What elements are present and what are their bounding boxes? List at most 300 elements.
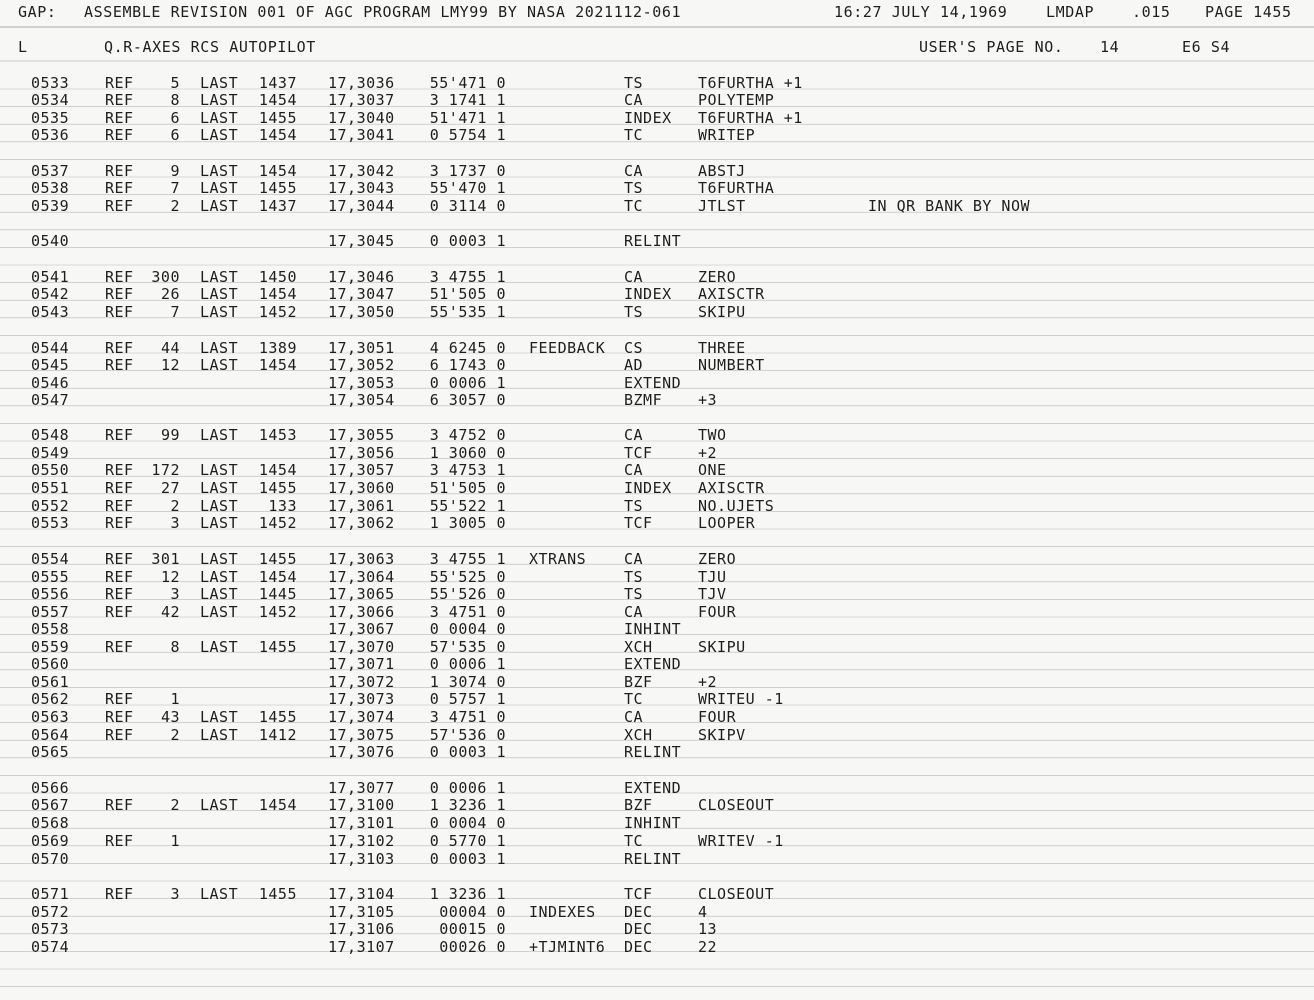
octal-word: 0 0006 1 (429, 374, 506, 392)
ref-keyword: REF (105, 356, 134, 374)
operand: THREE (698, 339, 746, 357)
ref-count: 12 (160, 568, 180, 586)
line-number: 0544 (31, 339, 70, 357)
octal-word: 55'525 0 (429, 568, 506, 586)
listing-row (0, 232, 1314, 250)
memory-address: 17,3073 (328, 690, 395, 708)
last-page: 1454 (258, 285, 297, 303)
symbol-label: +TJMINT6 (529, 938, 606, 956)
memory-address: 17,3066 (328, 603, 395, 621)
opcode: INDEX (624, 479, 672, 497)
listing-row (0, 585, 1314, 603)
memory-address: 17,3065 (328, 585, 395, 603)
memory-address: 17,3102 (328, 832, 395, 850)
opcode: CA (624, 268, 644, 286)
line-number: 0573 (31, 920, 70, 938)
octal-word: 3 4755 1 (429, 268, 506, 286)
last-page: 1454 (258, 461, 297, 479)
opcode: CA (624, 91, 644, 109)
memory-address: 17,3072 (328, 673, 395, 691)
octal-word: 3 4751 0 (429, 708, 506, 726)
operand: TJV (698, 585, 727, 603)
operand: WRITEV -1 (698, 832, 784, 850)
line-number: 0538 (31, 179, 70, 197)
octal-word: 55'526 0 (429, 585, 506, 603)
listing-row (0, 285, 1314, 303)
line-number: 0567 (31, 796, 70, 814)
opcode: EXTEND (624, 655, 682, 673)
memory-address: 17,3051 (328, 339, 395, 357)
memory-address: 17,3036 (328, 74, 395, 92)
octal-word: 3 4752 0 (429, 426, 506, 444)
operand: WRITEP (698, 126, 756, 144)
ref-keyword: REF (105, 726, 134, 744)
ref-keyword: REF (105, 603, 134, 621)
last-keyword: LAST (200, 514, 239, 532)
listing-row (0, 74, 1314, 92)
octal-word: 0 3114 0 (429, 197, 506, 215)
opcode: BZF (624, 796, 653, 814)
memory-address: 17,3062 (328, 514, 395, 532)
opcode: TS (624, 568, 644, 586)
line-number: 0558 (31, 620, 70, 638)
ref-keyword: REF (105, 497, 134, 515)
listing-row (0, 179, 1314, 197)
listing-row (0, 832, 1314, 850)
last-page: 1389 (258, 339, 297, 357)
ref-count: 1 (170, 690, 180, 708)
last-page: 1455 (258, 179, 297, 197)
ref-keyword: REF (105, 638, 134, 656)
listing-row (0, 126, 1314, 144)
memory-address: 17,3060 (328, 479, 395, 497)
last-page: 1454 (258, 568, 297, 586)
octal-word: 51'505 0 (429, 285, 506, 303)
operand: ZERO (698, 550, 737, 568)
opcode: CS (624, 339, 644, 357)
operand: +2 (698, 673, 718, 691)
last-page: 1445 (258, 585, 297, 603)
opcode: TS (624, 74, 644, 92)
opcode: TS (624, 303, 644, 321)
opcode: EXTEND (624, 779, 682, 797)
ref-count: 1 (170, 832, 180, 850)
ref-keyword: REF (105, 461, 134, 479)
ref-count: 9 (170, 162, 180, 180)
ref-keyword: REF (105, 796, 134, 814)
line-number: 0563 (31, 708, 70, 726)
opcode: TC (624, 832, 644, 850)
last-page: 1452 (258, 603, 297, 621)
octal-word: 1 3005 0 (429, 514, 506, 532)
opcode: DEC (624, 903, 653, 921)
ref-keyword: REF (105, 339, 134, 357)
line-number: 0566 (31, 779, 70, 797)
listing-row (0, 514, 1314, 532)
line-number: 0560 (31, 655, 70, 673)
operand: NO.UJETS (698, 497, 775, 515)
last-page: 1455 (258, 109, 297, 127)
ref-count: 300 (151, 268, 180, 286)
line-number: 0555 (31, 568, 70, 586)
ref-count: 6 (170, 126, 180, 144)
operand: CLOSEOUT (698, 885, 775, 903)
opcode: TS (624, 179, 644, 197)
memory-address: 17,3063 (328, 550, 395, 568)
ref-count: 43 (160, 708, 180, 726)
listing-row (0, 550, 1314, 568)
line-number: 0554 (31, 550, 70, 568)
ref-count: 3 (170, 885, 180, 903)
symbol-label: INDEXES (529, 903, 596, 921)
ref-keyword: REF (105, 162, 134, 180)
octal-word: 0 0003 1 (429, 850, 506, 868)
header-code: .015 (1132, 3, 1171, 21)
operand: JTLST (698, 197, 746, 215)
listing-row (0, 920, 1314, 938)
ref-count: 26 (160, 285, 180, 303)
opcode: XCH (624, 726, 653, 744)
line-number: 0540 (31, 232, 70, 250)
operand: SKIPU (698, 638, 746, 656)
opcode: TCF (624, 514, 653, 532)
octal-word: 3 4751 0 (429, 603, 506, 621)
line-number: 0535 (31, 109, 70, 127)
opcode: CA (624, 603, 644, 621)
memory-address: 17,3050 (328, 303, 395, 321)
listing-row (0, 479, 1314, 497)
operand: 22 (698, 938, 718, 956)
listing-row (0, 779, 1314, 797)
last-keyword: LAST (200, 285, 239, 303)
octal-word: 1 3236 1 (429, 796, 506, 814)
octal-word: 00026 0 (439, 938, 506, 956)
opcode: INHINT (624, 620, 682, 638)
listing-row (0, 444, 1314, 462)
memory-address: 17,3100 (328, 796, 395, 814)
operand: ONE (698, 461, 727, 479)
last-keyword: LAST (200, 268, 239, 286)
line-number: 0545 (31, 356, 70, 374)
memory-address: 17,3047 (328, 285, 395, 303)
opcode: INDEX (624, 109, 672, 127)
last-keyword: LAST (200, 638, 239, 656)
opcode: TS (624, 585, 644, 603)
last-page: 1455 (258, 550, 297, 568)
last-page: 1453 (258, 426, 297, 444)
listing-row (0, 673, 1314, 691)
listing-row (0, 197, 1314, 215)
ref-keyword: REF (105, 91, 134, 109)
octal-word: 0 0004 0 (429, 620, 506, 638)
ref-keyword: REF (105, 126, 134, 144)
octal-word: 3 4753 1 (429, 461, 506, 479)
octal-word: 00004 0 (439, 903, 506, 921)
line-number: 0550 (31, 461, 70, 479)
last-keyword: LAST (200, 568, 239, 586)
memory-address: 17,3055 (328, 426, 395, 444)
listing-row (0, 303, 1314, 321)
octal-word: 0 0006 1 (429, 779, 506, 797)
listing-row (0, 374, 1314, 392)
octal-word: 3 4755 1 (429, 550, 506, 568)
listing-row (0, 461, 1314, 479)
opcode: CA (624, 461, 644, 479)
line-number: 0556 (31, 585, 70, 603)
octal-word: 55'535 1 (429, 303, 506, 321)
memory-address: 17,3067 (328, 620, 395, 638)
last-keyword: LAST (200, 426, 239, 444)
line-number: 0570 (31, 850, 70, 868)
ref-count: 6 (170, 109, 180, 127)
last-keyword: LAST (200, 708, 239, 726)
listing-row (0, 814, 1314, 832)
octal-word: 55'470 1 (429, 179, 506, 197)
listing-row (0, 690, 1314, 708)
last-page: 1455 (258, 708, 297, 726)
octal-word: 55'522 1 (429, 497, 506, 515)
listing-row (0, 655, 1314, 673)
listing-row (0, 708, 1314, 726)
line-number: 0534 (31, 91, 70, 109)
ref-count: 301 (151, 550, 180, 568)
opcode: TCF (624, 885, 653, 903)
ref-keyword: REF (105, 885, 134, 903)
listing-row (0, 426, 1314, 444)
opcode: BZF (624, 673, 653, 691)
memory-address: 17,3040 (328, 109, 395, 127)
opcode: TC (624, 126, 644, 144)
operand: SKIPV (698, 726, 746, 744)
ref-count: 2 (170, 197, 180, 215)
last-page: 1455 (258, 885, 297, 903)
line-number: 0541 (31, 268, 70, 286)
symbol-label: FEEDBACK (529, 339, 606, 357)
opcode: INHINT (624, 814, 682, 832)
memory-address: 17,3061 (328, 497, 395, 515)
octal-word: 0 0004 0 (429, 814, 506, 832)
listing-subheader (0, 38, 1314, 60)
listing-row (0, 356, 1314, 374)
last-keyword: LAST (200, 74, 239, 92)
octal-word: 00015 0 (439, 920, 506, 938)
last-keyword: LAST (200, 550, 239, 568)
memory-address: 17,3042 (328, 162, 395, 180)
header-page: PAGE 1455 (1205, 3, 1292, 21)
ref-keyword: REF (105, 514, 134, 532)
octal-word: 57'536 0 (429, 726, 506, 744)
ref-count: 3 (170, 514, 180, 532)
ref-count: 2 (170, 497, 180, 515)
operand: T6FURTHA +1 (698, 109, 803, 127)
listing-row (0, 850, 1314, 868)
memory-address: 17,3056 (328, 444, 395, 462)
operand: LOOPER (698, 514, 756, 532)
last-page: 1454 (258, 126, 297, 144)
operand: 4 (698, 903, 708, 921)
octal-word: 55'471 0 (429, 74, 506, 92)
octal-word: 6 1743 0 (429, 356, 506, 374)
ref-count: 2 (170, 796, 180, 814)
listing-row (0, 726, 1314, 744)
opcode: TCF (624, 444, 653, 462)
last-page: 1454 (258, 91, 297, 109)
memory-address: 17,3041 (328, 126, 395, 144)
ref-keyword: REF (105, 568, 134, 586)
ref-keyword: REF (105, 585, 134, 603)
last-keyword: LAST (200, 179, 239, 197)
line-number: 0543 (31, 303, 70, 321)
last-page: 1455 (258, 479, 297, 497)
last-keyword: LAST (200, 796, 239, 814)
ref-keyword: REF (105, 426, 134, 444)
last-keyword: LAST (200, 461, 239, 479)
opcode: BZMF (624, 391, 663, 409)
line-number: 0548 (31, 426, 70, 444)
memory-address: 17,3077 (328, 779, 395, 797)
ref-count: 12 (160, 356, 180, 374)
ref-count: 7 (170, 179, 180, 197)
memory-address: 17,3053 (328, 374, 395, 392)
line-number: 0537 (31, 162, 70, 180)
listing-row (0, 603, 1314, 621)
operand: CLOSEOUT (698, 796, 775, 814)
memory-address: 17,3103 (328, 850, 395, 868)
subheader-tag: E6 S4 (1182, 38, 1231, 56)
listing-row (0, 938, 1314, 956)
opcode: TC (624, 197, 644, 215)
last-keyword: LAST (200, 603, 239, 621)
header-prefix: GAP: (18, 3, 57, 21)
octal-word: 6 3057 0 (429, 391, 506, 409)
ref-count: 3 (170, 585, 180, 603)
last-keyword: LAST (200, 356, 239, 374)
last-keyword: LAST (200, 162, 239, 180)
line-number: 0572 (31, 903, 70, 921)
opcode: CA (624, 162, 644, 180)
line-number: 0562 (31, 690, 70, 708)
listing-row (0, 162, 1314, 180)
line-number: 0549 (31, 444, 70, 462)
ref-keyword: REF (105, 268, 134, 286)
line-number: 0539 (31, 197, 70, 215)
listing-row (0, 796, 1314, 814)
octal-word: 0 5757 1 (429, 690, 506, 708)
octal-word: 3 1741 1 (429, 91, 506, 109)
listing-header (0, 3, 1314, 25)
memory-address: 17,3045 (328, 232, 395, 250)
line-number: 0547 (31, 391, 70, 409)
memory-address: 17,3046 (328, 268, 395, 286)
opcode: RELINT (624, 743, 682, 761)
ref-count: 5 (170, 74, 180, 92)
listing-row (0, 391, 1314, 409)
memory-address: 17,3071 (328, 655, 395, 673)
last-keyword: LAST (200, 479, 239, 497)
memory-address: 17,3043 (328, 179, 395, 197)
subheader-mark: L (18, 38, 28, 56)
octal-word: 1 3060 0 (429, 444, 506, 462)
memory-address: 17,3057 (328, 461, 395, 479)
listing-row (0, 743, 1314, 761)
octal-word: 0 0003 1 (429, 232, 506, 250)
last-keyword: LAST (200, 585, 239, 603)
line-number: 0568 (31, 814, 70, 832)
line-number: 0557 (31, 603, 70, 621)
ref-keyword: REF (105, 708, 134, 726)
users-page-number: 14 (1100, 38, 1120, 56)
last-keyword: LAST (200, 339, 239, 357)
operand: AXISCTR (698, 285, 765, 303)
memory-address: 17,3101 (328, 814, 395, 832)
listing-row (0, 885, 1314, 903)
listing-row (0, 339, 1314, 357)
last-keyword: LAST (200, 197, 239, 215)
ref-count: 27 (160, 479, 180, 497)
listing-row (0, 903, 1314, 921)
operand: +3 (698, 391, 718, 409)
listing-row (0, 91, 1314, 109)
last-keyword: LAST (200, 497, 239, 515)
line-number: 0546 (31, 374, 70, 392)
opcode: DEC (624, 938, 653, 956)
operand: FOUR (698, 603, 737, 621)
operand: 13 (698, 920, 718, 938)
last-page: 1437 (258, 74, 297, 92)
opcode: TC (624, 690, 644, 708)
line-number: 0536 (31, 126, 70, 144)
memory-address: 17,3075 (328, 726, 395, 744)
operand: TWO (698, 426, 727, 444)
last-keyword: LAST (200, 91, 239, 109)
operand: POLYTEMP (698, 91, 775, 109)
operand: TJU (698, 568, 727, 586)
ref-count: 8 (170, 91, 180, 109)
octal-word: 51'471 1 (429, 109, 506, 127)
octal-word: 0 5754 1 (429, 126, 506, 144)
memory-address: 17,3037 (328, 91, 395, 109)
line-number: 0569 (31, 832, 70, 850)
opcode: TS (624, 497, 644, 515)
listing-row (0, 568, 1314, 586)
ref-count: 99 (160, 426, 180, 444)
last-keyword: LAST (200, 726, 239, 744)
ref-keyword: REF (105, 479, 134, 497)
line-number: 0561 (31, 673, 70, 691)
ref-count: 42 (160, 603, 180, 621)
operand: T6FURTHA (698, 179, 775, 197)
octal-word: 0 5770 1 (429, 832, 506, 850)
memory-address: 17,3052 (328, 356, 395, 374)
line-number: 0552 (31, 497, 70, 515)
operand: ZERO (698, 268, 737, 286)
comment: IN QR BANK BY NOW (868, 197, 1031, 215)
operand: WRITEU -1 (698, 690, 784, 708)
ref-keyword: REF (105, 285, 134, 303)
listing-row (0, 638, 1314, 656)
memory-address: 17,3076 (328, 743, 395, 761)
last-page: 1455 (258, 638, 297, 656)
operand: SKIPU (698, 303, 746, 321)
last-page: 1454 (258, 796, 297, 814)
opcode: CA (624, 550, 644, 568)
octal-word: 1 3236 1 (429, 885, 506, 903)
listing-row (0, 268, 1314, 286)
memory-address: 17,3054 (328, 391, 395, 409)
last-page: 1437 (258, 197, 297, 215)
memory-address: 17,3106 (328, 920, 395, 938)
octal-word: 0 0006 1 (429, 655, 506, 673)
